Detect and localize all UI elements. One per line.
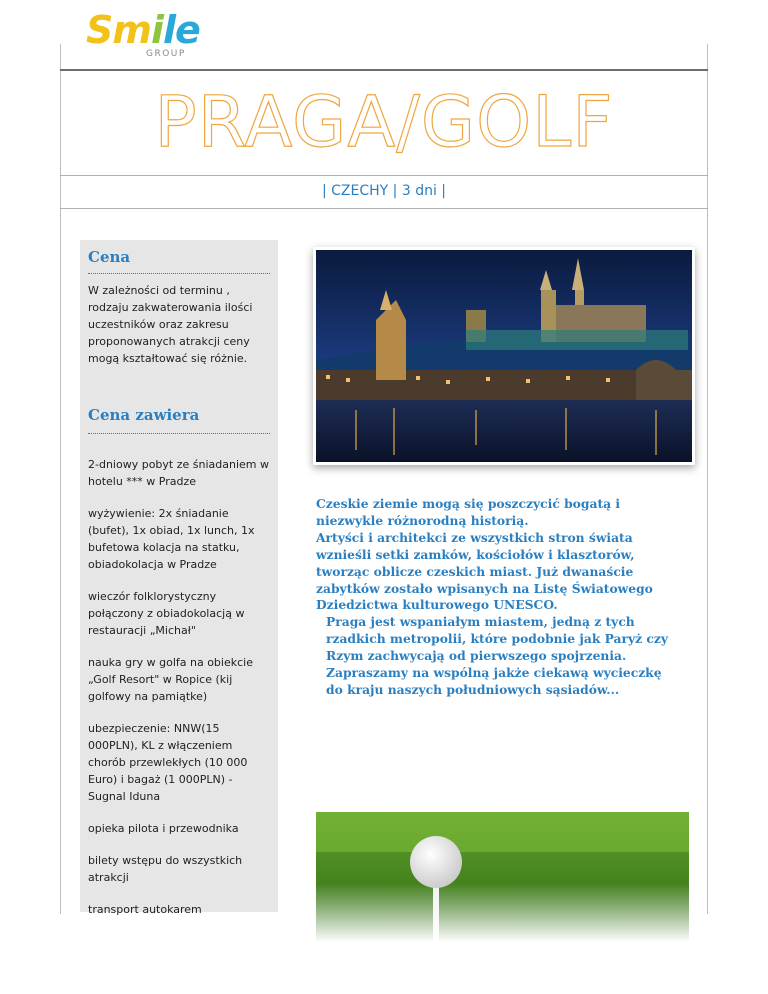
prague-description [316,496,676,699]
includes-item-golf-lesson: nauka gry w golfa na obiekcie „Golf Resort" w Ropice (kij golfowy na pamiątke) [88,656,253,703]
story-paragraph-architecture: Artyści i architekci ze wszystkich stron świata wznieśli setki zamków, kościołów i klasztorów, tworząc oblicze czeskich miast. Już dwanaście zabytków zostało wpisanych na Listę Światowego Dziedzictwa kulturowego UNESCO. [316,529,653,613]
story-paragraph-history: Czeskie ziemie mogą się poszczycić bogatą i niezwykle różnorodną historią. [316,496,621,528]
includes-heading: Cena zawiera [88,406,200,424]
header-divider [60,69,708,71]
price-sidebar [80,240,278,916]
golf-ball-illustration [316,812,689,942]
subtitle-rule-bottom [60,208,708,209]
includes-item-insurance: ubezpieczenie: NNW(15 000PLN), KL z włączeniem chorób przewlekłych (10 000 Euro) i bagaż (1 000PLN) - Sugnal Iduna [88,722,248,803]
price-description: W zależności od terminu , rodzaju zakwaterowania ilości uczestników oraz zakresu proponowanych atrakcji ceny mogą kształtować się różnie. [88,284,253,365]
includes-list [88,456,270,933]
includes-item-hotel: 2-dniowy pobyt ze śniadaniem w hotelu *** w Pradze [88,458,269,488]
includes-item-transport: transport autokarem [88,903,202,916]
price-heading: Cena [88,248,131,266]
logo-wordmark: Smile [86,8,200,52]
includes-item-meals: wyżywienie: 2x śniadanie (bufet), 1x obiad, 1x lunch, 1x bufetowa kolacja na statku, obiadokolacja w Pradze [88,507,255,571]
prague-castle-night-photo [313,247,695,465]
subtitle-rule-top [60,175,708,176]
page-subtitle: | CZECHY | 3 dni | [321,183,447,199]
includes-item-folk-evening: wieczór folklorystyczny połączony z obiadokolacją w restauracji „Michał" [88,590,245,637]
golf-ball-photo [316,812,689,942]
story-paragraph-prague: Praga jest wspaniałym miastem, jedną z tych rzadkich metropolii, które podobnie jak Paryż czy Rzym zachwycają od pierwszego spojrzenia. [326,614,669,664]
page-title: PRAGA/GOLF [154,81,614,163]
includes-item-guide: opieka pilota i przewodnika [88,822,239,835]
includes-item-tickets: bilety wstępu do wszystkich atrakcji [88,854,243,884]
logo-group-label: GROUP [146,49,186,59]
includes-heading-divider [88,433,270,434]
prague-night-illustration [316,250,692,462]
price-heading-divider [88,273,270,274]
smile-group-logo [86,6,204,64]
story-paragraph-invitation: Zapraszamy na wspólną jakże ciekawą wycieczkę do kraju naszych południowych sąsiadów... [326,665,662,697]
